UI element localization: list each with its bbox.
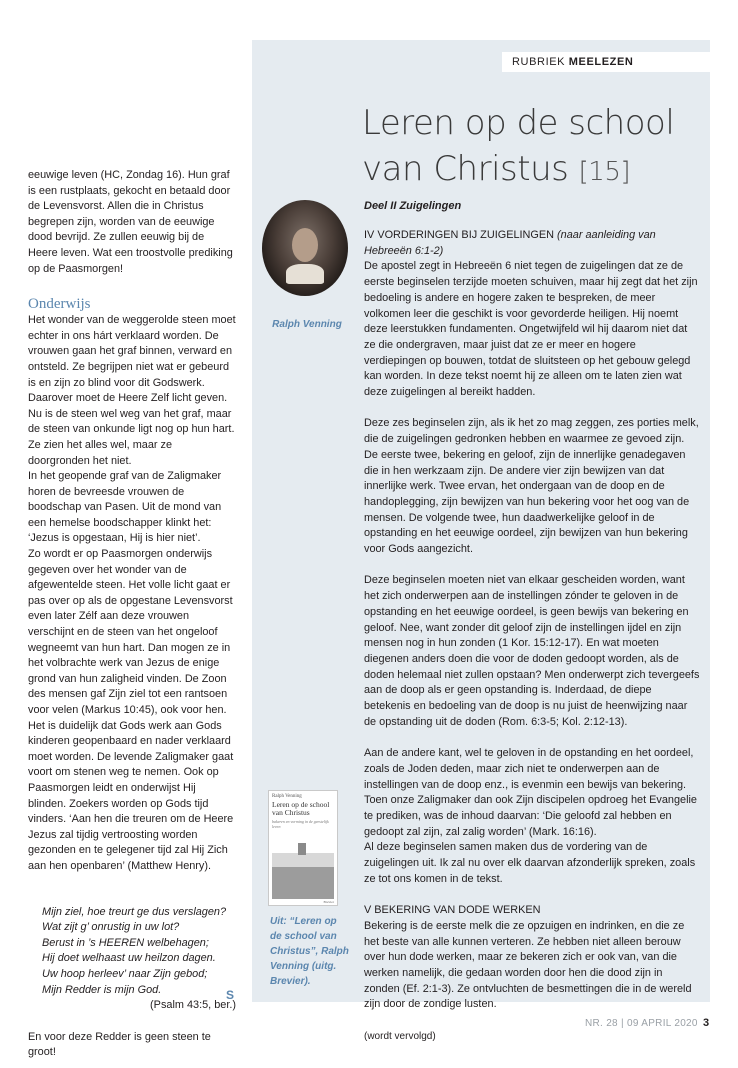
section-title: IV VORDERINGEN BIJ ZUIGELINGEN <box>364 229 558 241</box>
section-heading-1 <box>364 228 700 259</box>
body-paragraph: Deze zes beginselen zijn, als ik het zo mag zeggen, zes porties melk, die de zuigelingen gedronken hebben en waarmee ze gevoed zijn. De eerste twee, bekering en geloof, zijn de innerlijke genadegaven die in hen werkzaam zijn. De andere vier zijn bewijzen van dat innerlijke werk. Twee ervan, het ondergaan van de doop en de handoplegging, zijn bewijzen van hun bekering voor het oog van de mensen. De volgende twee, hun daadwerkelijke geloof in de opstanding en het eeuwige oordeel, zijn bewijzen van hun bekering voor Gods aangezicht. <box>364 417 699 556</box>
psalm-quote <box>42 905 236 1014</box>
section-heading: Onderwijs <box>28 296 91 313</box>
end-mark-icon: S <box>226 988 235 1002</box>
body-paragraph: Al deze beginselen samen maken dus de vordering van de zuigelingen uit. Ik zal nu over elk daarvan afzonderlijk spreken, zoals ze tot ons komen in de tekst. <box>364 841 696 885</box>
continued-note: (wordt vervolgd) <box>364 1030 436 1042</box>
portrait-caption: Ralph Venning <box>272 319 342 330</box>
issue-footer: NR. 28 | 09 APRIL 2020 <box>585 1018 698 1029</box>
page-number: 3 <box>703 1017 710 1029</box>
body-paragraph: In het geopende graf van de Zaligmaker horen de bevreesde vrouwen de boodschap van Pasen. Uit de mond van een hemelse boodschapper klinkt het: ‘Jezus is opgestaan, Hij is hier niet’. <box>28 470 222 545</box>
body-paragraph: Bekering is de eerste melk die ze opzuigen en indrinken, en die ze het beste van alle kunnen verteren. Ze hebben niet alleen berouw over hun dode werken, maar ze bekeren zich er ook van, van die werken namelijk, die gedaan worden door hen die dood zijn in zonden (Ef. 2:1-3). Ze ontvluchten de besmettingen die in de wereld zijn door de zondige lusten. <box>364 919 692 1011</box>
poem-line: Hij doet welhaast uw heilzon dagen. <box>42 952 216 965</box>
poem-line: Uw hoop herleev’ naar Zijn gebod; <box>42 967 208 980</box>
book-publisher: Brevier <box>323 900 334 904</box>
body-paragraph: Het is duidelijk dat Gods werk aan Gods kinderen geopenbaard en nader verklaard moet worden. De levende Zaligmaker gaat voort om stenen weg te nemen. Ook op Paasmorgen leidt en onderwijst Hij blinden. Zoekers worden op Gods tijd vinders. ‘Aan hen die treuren om de Heere Jezus zal tijdig vertroosting worden gezonden en te gelegener tijd zal Hij Zich aan hen openbaren’ (Matthew Henry). <box>28 719 234 872</box>
closing-paragraph: En voor deze Redder is geen steen te groot! <box>28 1030 211 1059</box>
title-line-1: Leren op de school <box>362 103 675 143</box>
building-illustration <box>272 853 334 899</box>
body-paragraph: Deze beginselen moeten niet van elkaar gescheiden worden, want het zich onderwerpen aan de instellingen zónder te geloven in de opstanding en het eeuwige oordeel, is geen bewijs van bekering en geloof. Nee, want zonder dit geloof zijn de instellingen ijdel en zijn mensen nog in hun zonden (1 Kor. 15:12-17). En wat moeten diegenen anders doen die voor de doden gedoopt worden, als de doden helemaal niet zullen opstaan? Men onderwerpt zich tevergeefs aan de doop als er geen opstanding is. Inderdaad, de diepe betekenis en bedoeling van de doop is nu juist de heenwijzing naar de opstanding uit de doden (Rom. 6:3-5; Kol. 2:12-13). <box>364 574 700 728</box>
right-column <box>364 228 700 1060</box>
rubric-name: MEELEZEN <box>568 56 634 68</box>
rubric-prefix: RUBRIEK <box>512 56 566 68</box>
section-heading-2: V BEKERING VAN DODE WERKEN <box>364 904 541 917</box>
portrait-face <box>292 228 318 262</box>
portrait-collar <box>286 264 324 284</box>
poem-line: Mijn ziel, hoe treurt ge dus verslagen? <box>42 905 227 918</box>
book-cover-image <box>268 790 338 906</box>
intro-paragraph: eeuwige leven (HC, Zondag 16). Hun graf is een rustplaats, gekocht en betaald door de Levensvorst. Allen die in Christus begrepen zijn, worden van de eeuwige dood bevrijd. Ze zullen eeuwig bij de Heere leven. Wat een troostvolle prediking op de Paasmorgen! <box>28 169 233 275</box>
rubric-label <box>502 52 710 72</box>
title-line-2: van Christus <box>362 149 569 189</box>
series-number: [15] <box>578 157 631 187</box>
left-column <box>28 168 236 1061</box>
poem-line: Mijn Redder is mijn God. <box>42 983 162 996</box>
body-paragraph: Aan de andere kant, wel te geloven in de opstanding en het oordeel, zoals de Joden deden, maar zich niet te onderwerpen aan de instellingen van de doop enz., is evenmin een bewijs van bekering. Toen onze Zaligmaker dan ook Zijn discipelen opdroeg het Evangelie te prediken, was de inhoud daarvan: ‘Die geloofd zal hebben en gedoopt zal zijn, zal zalig worden’ (Mark. 16:16). <box>364 747 697 838</box>
part-heading: Deel II Zuigelingen <box>364 200 462 212</box>
section-note: (naar aanleiding van Hebreeën 6:1-2) <box>364 229 656 257</box>
book-title: Leren op de school van Christus <box>272 800 330 817</box>
article-title <box>362 100 702 195</box>
book-caption: Uit: “Leren op de school van Christus”, Ralph Venning (uitg. Brevier). <box>270 916 349 987</box>
book-author: Ralph Venning <box>272 794 302 799</box>
body-paragraph: De apostel zegt in Hebreeën 6 niet tegen de zuigelingen dat ze de eerste beginselen terzijde moeten schuiven, maar hij zegt dat het zijn bedoeling is andere en hogere zaken te bespreken, de meer volkomen leer die geschikt is voor gevorderde heiligen. Hij noemt deze leerstukken fundamenten. Ongetwijfeld wil hij daarom niet dat ze die ondergraven, maar juist dat ze er meer en hogere verdiepingen op bouwen, totdat de sluitsteen op het gebouw gelegd kan worden. In deze tekst noemt hij ze alleen om te laten zien wat deze zuigelingen al bereikt hadden. <box>364 260 698 399</box>
body-paragraph: Het wonder van de weggerolde steen moet echter in ons hárt verklaard worden. De vrouwen gaan het graf binnen, verward en ontsteld. Ze begrijpen niet wat er gebeurd is en zijn zo blind voor dit Godswerk. Daarover moet de Heere Zelf licht geven. Nu is de steen wel weg van het graf, maar de steen van onkunde ligt nog op hun hart. Ze zien het alles wel, maar ze doorgronden het niet. <box>28 314 236 467</box>
poem-line: Wat zijt g’ onrustig in uw lot? <box>42 921 180 934</box>
body-paragraph: Zo wordt er op Paasmorgen onderwijs gegeven over het wonder van de afgewentelde steen. Het volle licht gaat er pas over op als de opgestane Levensvorst even later Zélf aan deze vrouwen verschijnt en de steen van het ongeloof wegneemt van hun hart. Dan mogen ze in het volbrachte werk van Jezus de enige grond van hun zaligheid vinden. De Zoon des mensen gaf Zijn ziel tot een rantsoen voor velen (Markus 10:45), ook voor hen. <box>28 548 233 716</box>
poem-source: (Psalm 43:5, ber.) <box>150 999 236 1012</box>
ralph-venning-portrait <box>262 200 348 296</box>
poem-line: Berust in ’s HEEREN welbehagen; <box>42 936 209 949</box>
book-subtitle: bakeren en vorming in de geestelijk leven <box>272 819 329 829</box>
